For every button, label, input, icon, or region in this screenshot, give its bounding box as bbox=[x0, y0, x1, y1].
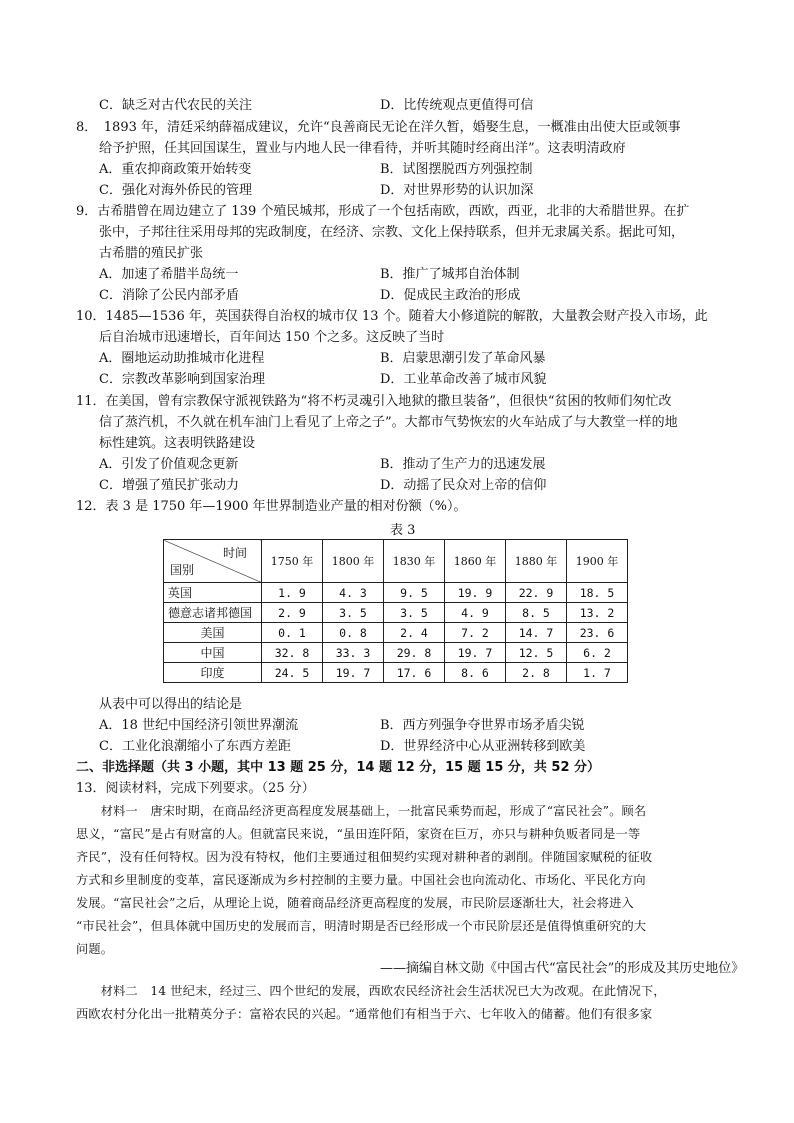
row-header: 英国 bbox=[164, 583, 262, 603]
question-10-option-b: B．启蒙思潮引发了革命风暴 bbox=[380, 351, 546, 366]
table-cell: 17. 6 bbox=[384, 663, 445, 683]
material-2-line: 材料二 14 世纪末，经过三、四个世纪的发展，西欧农民经济社会生活状况已大为改观。在此情况下， bbox=[76, 984, 666, 998]
question-11-stem-cont: 信了蒸汽机，不久就在机车油门上看见了上帝之子”。大都市气势恢宏的火车站成了与大教堂一样的地 bbox=[99, 415, 678, 430]
question-9-stem: 9．古希腊曾在周边建立了 139 个殖民城邦，形成了一个包括南欧，西欧，西亚，北非的大希腊世界。在扩 bbox=[76, 204, 690, 219]
question-8-option-b: B．试图摆脱西方列强控制 bbox=[380, 162, 533, 177]
table-cell: 0. 8 bbox=[323, 623, 384, 643]
question-10-option-c: C．宗教改革影响到国家治理 bbox=[99, 372, 265, 387]
question-12-prompt: 从表中可以得出的结论是 bbox=[99, 697, 243, 712]
table-row bbox=[164, 603, 628, 623]
row-header: 美国 bbox=[164, 623, 262, 643]
row-header: 印度 bbox=[164, 663, 262, 683]
question-11-option-c: C．增强了殖民扩张动力 bbox=[99, 478, 239, 493]
question-10-stem-cont: 后自治城市迅速增长，百年间达 150 个之多。这反映了当时 bbox=[99, 330, 445, 345]
header-time: 时间 bbox=[222, 546, 247, 560]
table-caption: 表 3 bbox=[390, 523, 416, 538]
section-heading: 二、非选择题（共 3 小题，其中 13 题 25 分，14 题 12 分，15 题 15 分，共 52 分） bbox=[76, 760, 601, 775]
table-cell: 2. 8 bbox=[506, 663, 567, 683]
question-10-option-a: A．圈地运动助推城市化进程 bbox=[99, 351, 265, 366]
table-cell: 4. 3 bbox=[323, 583, 384, 603]
question-11-option-a: A．引发了价值观念更新 bbox=[99, 457, 239, 472]
table-cell: 8. 6 bbox=[445, 663, 506, 683]
material-1-line: 问题。 bbox=[76, 942, 114, 956]
row-header: 德意志诸邦德国 bbox=[164, 603, 262, 623]
question-9-option-b: B．推广了城邦自治体制 bbox=[380, 267, 520, 282]
table-cell: 4. 9 bbox=[445, 603, 506, 623]
table-cell: 32. 8 bbox=[262, 643, 323, 663]
question-9-option-d: D．促成民主政治的形成 bbox=[380, 288, 521, 303]
question-11-stem-cont2: 标性建筑。这表明铁路建设 bbox=[99, 436, 256, 451]
material-1-line: 思义，“富民”是占有财富的人。但就富民来说，“虽田连阡陌，家资在巨万，亦只与耕种负贩者同是一等 bbox=[76, 827, 641, 841]
manufacturing-share-table bbox=[163, 539, 628, 683]
table-cell: 23. 6 bbox=[567, 623, 628, 643]
table-cell: 9. 5 bbox=[384, 583, 445, 603]
table-cell: 33. 3 bbox=[323, 643, 384, 663]
table-cell: 12. 5 bbox=[506, 643, 567, 663]
table-cell: 29. 8 bbox=[384, 643, 445, 663]
table-cell: 18. 5 bbox=[567, 583, 628, 603]
year-header: 1800 年 bbox=[323, 540, 384, 583]
material-1-source: ——摘编自林文勋《中国古代“富民社会”的形成及其历史地位》 bbox=[380, 961, 745, 976]
question-11-option-d: D．动摇了民众对上帝的信仰 bbox=[380, 478, 547, 493]
question-8-option-c: C．强化对海外侨民的管理 bbox=[99, 183, 252, 198]
table-cell: 6. 2 bbox=[567, 643, 628, 663]
year-header: 1750 年 bbox=[262, 540, 323, 583]
year-header: 1900 年 bbox=[567, 540, 628, 583]
table-cell: 3. 5 bbox=[384, 603, 445, 623]
question-13-stem: 13．阅读材料，完成下列要求。（25 分） bbox=[76, 781, 315, 796]
table-cell: 24. 5 bbox=[262, 663, 323, 683]
header-country: 国别 bbox=[170, 563, 195, 577]
material-1-line: 齐民”，没有任何特权。因为没有特权，他们主要通过租佃契约实现对耕种者的剥削。伴随国家赋税的征收 bbox=[76, 850, 653, 864]
question-10-option-d: D．工业革命改善了城市风貌 bbox=[380, 372, 547, 387]
material-1-line: “市民社会”，但具体就中国历史的发展而言，明清时期是否已经形成一个市民阶层还是值得慎重研究的大 bbox=[76, 919, 647, 933]
table-header-row bbox=[164, 540, 628, 583]
question-8-stem: 8． 1893 年，清廷采纳薛福成建议，允许“良善商民无论在洋久暂，婚娶生息，一概准由出使大臣或领事 bbox=[76, 120, 681, 135]
option-c: C．缺乏对古代农民的关注 bbox=[99, 98, 252, 113]
table-cell: 19. 7 bbox=[445, 643, 506, 663]
row-header: 中国 bbox=[164, 643, 262, 663]
table-cell: 1. 9 bbox=[262, 583, 323, 603]
material-1-line: 材料一 唐宋时期，在商品经济更高程度发展基础上，一批富民乘势而起，形成了“富民社会”。顾名 bbox=[76, 804, 647, 818]
question-8-stem-cont: 给予护照，任其回国谋生，置业与内地人民一律看待，并听其随时经商出洋”。这表明清政府 bbox=[99, 141, 626, 156]
question-12-option-a: A．18 世纪中国经济引领世界潮流 bbox=[99, 718, 299, 733]
question-10-stem: 10．1485—1536 年，英国获得自治权的城市仅 13 个。随着大小修道院的解散，大量教会财产投入市场，此 bbox=[76, 309, 708, 324]
table-row bbox=[164, 663, 628, 683]
material-1-line: 发展。“富民社会”之后，从理论上说，随着商品经济更高程度的发展，市民阶层逐渐壮大，社会将进入 bbox=[76, 896, 634, 910]
question-12-option-c: C．工业化浪潮缩小了东西方差距 bbox=[99, 739, 291, 754]
table-cell: 2. 9 bbox=[262, 603, 323, 623]
table-cell: 3. 5 bbox=[323, 603, 384, 623]
table-row bbox=[164, 583, 628, 603]
material-2-line: 西欧农村分化出一批精英分子：富裕农民的兴起。“通常他们有相当于六、七年收入的储蓄。他们有很多家 bbox=[76, 1007, 653, 1021]
table-cell: 19. 9 bbox=[445, 583, 506, 603]
table-cell: 2. 4 bbox=[384, 623, 445, 643]
table-row bbox=[164, 643, 628, 663]
table-corner-header bbox=[164, 540, 262, 583]
table-cell: 19. 7 bbox=[323, 663, 384, 683]
material-1-line: 方式和乡里制度的变革，富民逐渐成为乡村控制的主要力量。中国社会也向流动化、市场化、平民化方向 bbox=[76, 873, 646, 887]
question-12-option-d: D．世界经济中心从亚洲转移到欧美 bbox=[380, 739, 586, 754]
table-cell: 8. 5 bbox=[506, 603, 567, 623]
table-row bbox=[164, 623, 628, 643]
question-8-option-a: A．重农抑商政策开始转变 bbox=[99, 162, 252, 177]
year-header: 1880 年 bbox=[506, 540, 567, 583]
option-d: D．比传统观点更值得可信 bbox=[380, 98, 534, 113]
question-11-stem: 11．在美国，曾有宗教保守派视铁路为“将不朽灵魂引入地狱的撒旦装备”，但很快“贫困的牧师们匆忙改 bbox=[76, 394, 672, 409]
question-12-stem: 12．表 3 是 1750 年—1900 年世界制造业产量的相对份额（%）。 bbox=[76, 499, 467, 514]
year-header: 1830 年 bbox=[384, 540, 445, 583]
question-9-option-a: A．加速了希腊半岛统一 bbox=[99, 267, 239, 282]
table-cell: 14. 7 bbox=[506, 623, 567, 643]
table-cell: 13. 2 bbox=[567, 603, 628, 623]
question-9-stem-cont2: 古希腊的殖民扩张 bbox=[99, 246, 204, 261]
table-cell: 0. 1 bbox=[262, 623, 323, 643]
table-cell: 22. 9 bbox=[506, 583, 567, 603]
question-9-option-c: C．消除了公民内部矛盾 bbox=[99, 288, 239, 303]
question-11-option-b: B．推动了生产力的迅速发展 bbox=[380, 457, 546, 472]
table-cell: 7. 2 bbox=[445, 623, 506, 643]
table-cell: 1. 7 bbox=[567, 663, 628, 683]
year-header: 1860 年 bbox=[445, 540, 506, 583]
question-12-option-b: B．西方列强争夺世界市场矛盾尖锐 bbox=[380, 718, 585, 733]
question-8-option-d: D．对世界形势的认识加深 bbox=[380, 183, 534, 198]
question-9-stem-cont: 张中，子邦往往采用母邦的宪政制度，在经济、宗教、文化上保持联系，但并无隶属关系。据此可知， bbox=[99, 225, 685, 240]
